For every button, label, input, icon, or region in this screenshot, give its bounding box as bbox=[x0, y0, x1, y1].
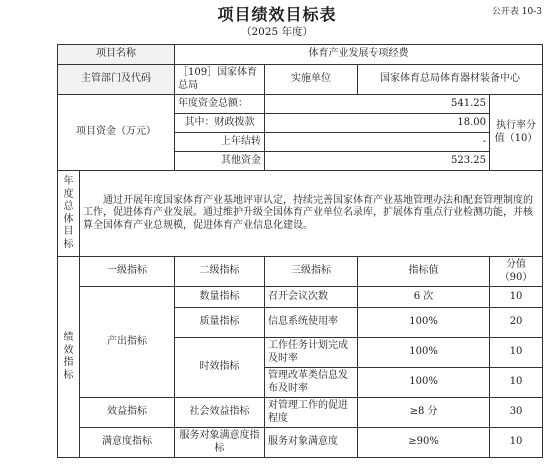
indicator-score: 30 bbox=[490, 398, 543, 428]
header-level1: 一级指标 bbox=[80, 257, 175, 287]
funds-fiscal-label: 其中：财政拨款 bbox=[175, 114, 265, 133]
impl-unit-label: 实施单位 bbox=[265, 65, 358, 95]
indicator-score: 20 bbox=[490, 308, 543, 338]
dept-label: 主管部门及代码 bbox=[58, 65, 175, 95]
performance-table bbox=[57, 44, 543, 458]
benefit-indicator-label: 效益指标 bbox=[80, 398, 175, 428]
header-score: 分值（90） bbox=[490, 257, 543, 287]
indicator-name: 召开会议次数 bbox=[265, 287, 358, 308]
impl-unit-value: 国家体育总局体育器材装备中心 bbox=[358, 65, 543, 95]
annual-goal-text: 通过开展年度国家体育产业基地评审认定，持续完善国家体育产业基地管理办法和配套管理制度的工作，促进体育产业发展。通过维护升级全国体育产业单位名录库，扩展体育重点行业检测功能，并核算全国体育产业总规模，促进体育产业信息化建设。 bbox=[80, 171, 543, 257]
indicator-value: ≥8 分 bbox=[358, 398, 490, 428]
quantity-indicator-label: 数量指标 bbox=[175, 287, 265, 308]
indicator-name: 工作任务计划完成及时率 bbox=[265, 338, 358, 368]
project-name-value: 体育产业发展专项经费 bbox=[175, 45, 543, 65]
funds-total-label: 年度资金总额： bbox=[175, 95, 265, 114]
funds-total-value: 541.25 bbox=[265, 95, 490, 114]
annual-goal-label: 年度总体目标 bbox=[58, 171, 80, 257]
indicator-value: ≥90% bbox=[358, 428, 490, 458]
indicators-section-label: 绩效指标 bbox=[58, 257, 80, 458]
project-name-label: 项目名称 bbox=[58, 45, 175, 65]
funds-carryover-value: - bbox=[265, 133, 490, 152]
header-level3: 三级指标 bbox=[265, 257, 358, 287]
indicator-score: 10 bbox=[490, 338, 543, 368]
quality-indicator-label: 质量指标 bbox=[175, 308, 265, 338]
indicator-score: 10 bbox=[490, 368, 543, 398]
social-benefit-label: 社会效益指标 bbox=[175, 398, 265, 428]
indicator-score: 10 bbox=[490, 428, 543, 458]
indicator-name: 服务对象满意度 bbox=[265, 428, 358, 458]
indicator-name: 对管理工作的促进程度 bbox=[265, 398, 358, 428]
header-value: 指标值 bbox=[358, 257, 490, 287]
indicator-name: 信息系统使用率 bbox=[265, 308, 358, 338]
header-level2: 二级指标 bbox=[175, 257, 265, 287]
indicator-value: 6 次 bbox=[358, 287, 490, 308]
service-satisfaction-label: 服务对象满意度指标 bbox=[175, 428, 265, 458]
indicator-value: 100% bbox=[358, 308, 490, 338]
satisfaction-indicator-label: 满意度指标 bbox=[80, 428, 175, 458]
timeliness-indicator-label: 时效指标 bbox=[175, 338, 265, 398]
funds-label: 项目资金（万元） bbox=[58, 95, 175, 171]
indicator-score: 10 bbox=[490, 287, 543, 308]
exec-rate-label: 执行率分值（10） bbox=[490, 95, 543, 171]
form-code: 公开表 10-3 bbox=[491, 7, 542, 17]
fiscal-year: （2025 年度） bbox=[240, 26, 314, 38]
page-title: 项目绩效目标表 bbox=[217, 5, 337, 24]
funds-other-label: 其他资金 bbox=[175, 152, 265, 171]
funds-fiscal-value: 18.00 bbox=[265, 114, 490, 133]
funds-other-value: 523.25 bbox=[265, 152, 490, 171]
indicator-value: 100% bbox=[358, 338, 490, 368]
dept-value: ［109］国家体育总局 bbox=[175, 65, 265, 95]
output-indicator-label: 产出指标 bbox=[80, 287, 175, 398]
indicator-value: 100% bbox=[358, 368, 490, 398]
funds-carryover-label: 上年结转 bbox=[175, 133, 265, 152]
indicator-name: 管理改革类信息发布及时率 bbox=[265, 368, 358, 398]
